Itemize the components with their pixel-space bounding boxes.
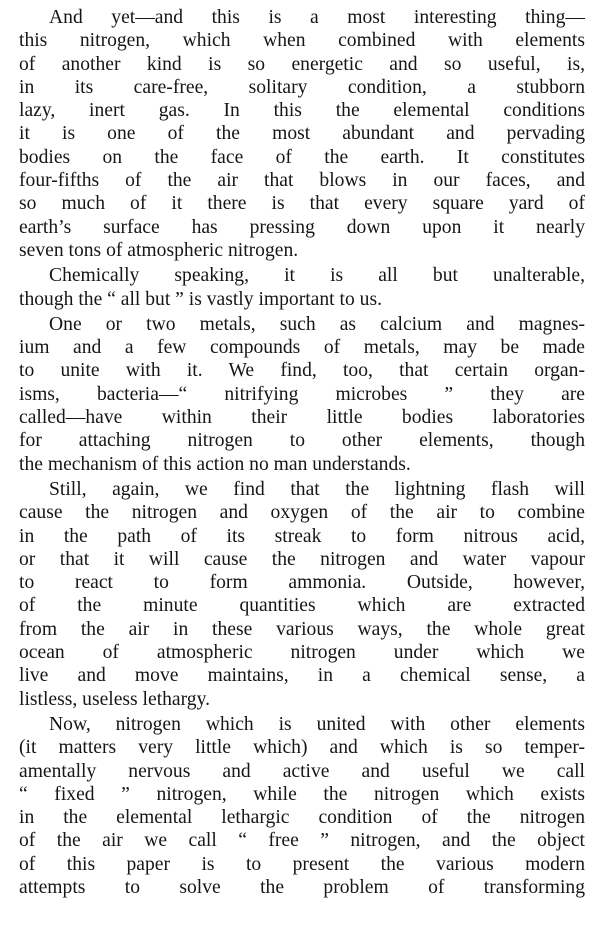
text-line: four-fifths of the air that blows in our faces, and [19, 170, 585, 192]
text-line: lazy, inert gas. In this the elemental conditions [19, 100, 585, 122]
text-line: so much of it there is that every square yard of [19, 193, 585, 215]
text-line: of another kind is so energetic and so useful, is, [19, 53, 585, 75]
text-line: or that it will cause the nitrogen and water vapour [19, 548, 585, 570]
text-line: to react to form ammonia. Outside, however, [19, 572, 585, 594]
text-line: And yet—and this is a most interesting thing— [49, 7, 585, 28]
text-line: amentally nervous and active and useful we call [19, 760, 585, 782]
text-line: earth’s surface has pressing down upon it nearly [19, 216, 585, 238]
paragraph-2 [19, 264, 585, 311]
text-line: isms, bacteria—“ nitrifying microbes ” they are [19, 383, 585, 405]
text-line: in its care-free, solitary condition, a stubborn [19, 76, 585, 98]
document-page [19, 6, 585, 899]
text-line: seven tons of atmospheric nitrogen. [19, 239, 299, 261]
paragraph-4 [19, 478, 585, 711]
paragraph-1 [19, 6, 585, 262]
text-line: bodies on the face of the earth. It constitutes [19, 146, 585, 168]
text-line: cause the nitrogen and oxygen of the air to combine [19, 502, 585, 524]
text-line: of this paper is to present the various modern [19, 853, 585, 875]
text-line: of the air we call “ free ” nitrogen, and the object [19, 830, 585, 852]
text-line: attempts to solve the problem of transforming [19, 876, 585, 898]
text-line: ium and a few compounds of metals, may be made [19, 337, 585, 359]
paragraph-3 [19, 313, 585, 476]
text-line: of the minute quantities which are extracted [19, 595, 585, 617]
text-line: in the path of its streak to form nitrous acid, [19, 525, 585, 547]
text-line: it is one of the most abundant and pervading [19, 123, 585, 145]
text-line: ocean of atmospheric nitrogen under which we [19, 642, 585, 664]
text-line: Now, nitrogen which is united with other elements [49, 713, 585, 735]
text-line: in the elemental lethargic condition of the nitrogen [19, 807, 585, 829]
text-line: the mechanism of this action no man understands. [19, 453, 411, 475]
text-line: Chemically speaking, it is all but unalterable, [49, 265, 585, 287]
text-line: (it matters very little which) and which is so temper- [19, 737, 585, 759]
text-line: for attaching nitrogen to other elements, though [19, 430, 585, 452]
text-line: listless, useless lethargy. [19, 688, 211, 710]
text-line: One or two metals, such as calcium and magnes- [49, 313, 585, 335]
text-line: this nitrogen, which when combined with elements [19, 30, 585, 52]
text-line: from the air in these various ways, the whole great [19, 618, 585, 640]
text-line: live and move maintains, in a chemical sense, a [19, 665, 585, 687]
text-line: called—have within their little bodies laboratories [19, 407, 585, 429]
text-line: though the “ all but ” is vastly important to us. [19, 288, 382, 310]
text-line: to unite with it. We find, too, that certain organ- [19, 360, 585, 382]
text-line: Still, again, we find that the lightning flash will [49, 478, 585, 500]
paragraph-5 [19, 713, 585, 899]
text-line: “ fixed ” nitrogen, while the nitrogen which exists [19, 783, 585, 805]
